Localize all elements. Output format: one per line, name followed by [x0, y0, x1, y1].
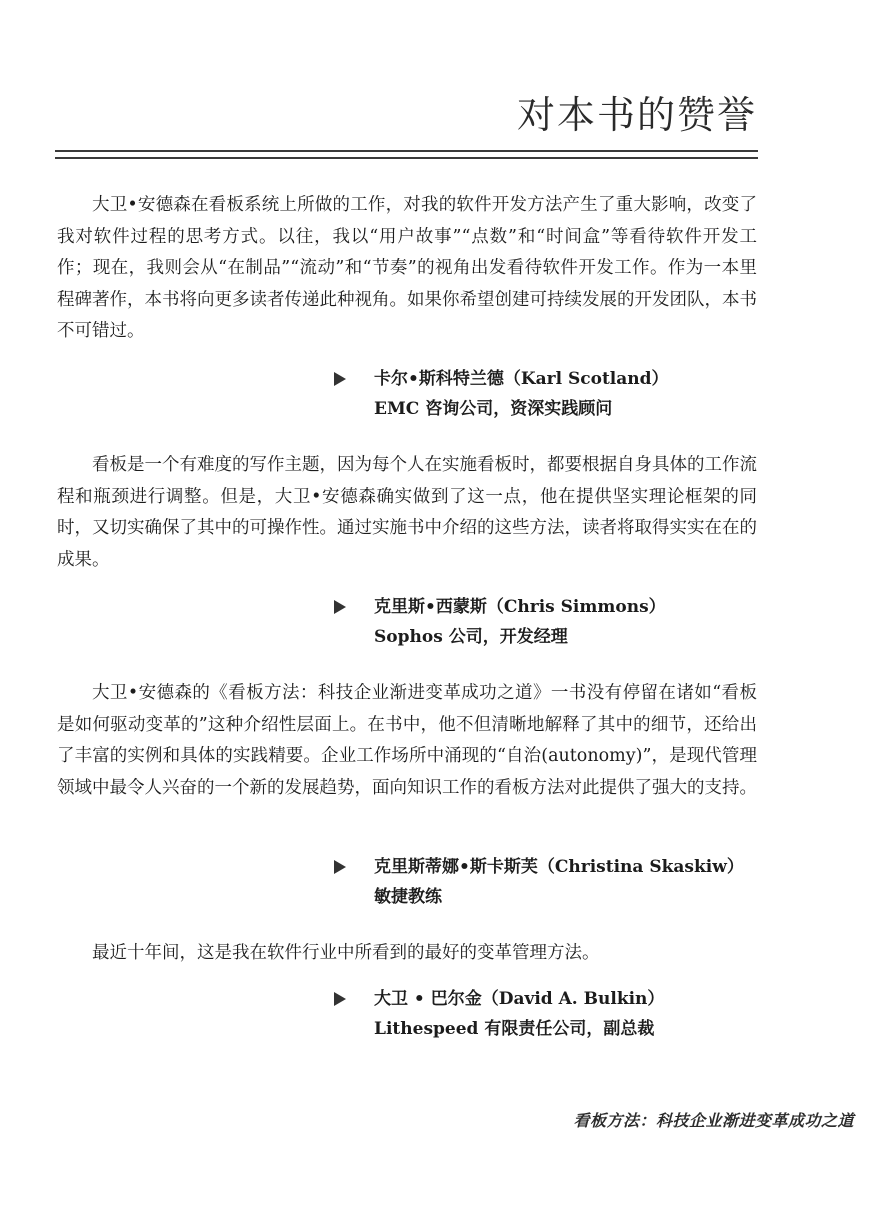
running-footer: 看板方法：科技企业渐进变革成功之道 [573, 1111, 854, 1130]
author-name: 克里斯•西蒙斯（Chris Simmons） [374, 597, 666, 617]
author-name: 大卫 • 巴尔金（David A. Bulkin） [374, 989, 665, 1009]
page-title: 对本书的赞誉 [516, 93, 757, 137]
testimonial-text-2: 看板是一个有难度的写作主题，因为每个人在实施看板时，都要根据自身具体的工作流程和瓶颈进行调整。但是，大卫•安德森确实做到了这一点，他在提供坚实理论框架的同时，又切实确保了其中的可操作性。通过实施书中介绍的这些方法，读者将取得实实在在的成果。 [57, 455, 757, 570]
author-title: EMC 咨询公司，资深实践顾问 [374, 399, 613, 419]
testimonial-text-4: 最近十年间，这是我在软件行业中所看到的最好的变革管理方法。 [92, 943, 600, 963]
triangle-bullet-icon [334, 372, 346, 386]
author-title: Sophos 公司，开发经理 [374, 627, 568, 647]
title-divider [55, 150, 758, 159]
testimonial-attribution-1 [334, 364, 774, 424]
author-title: Lithespeed 有限责任公司，副总裁 [374, 1019, 655, 1039]
testimonial-attribution-4 [334, 984, 774, 1044]
testimonial-text-3: 大卫•安德森的《看板方法：科技企业渐进变革成功之道》一书没有停留在诸如“看板是如何驱动变革的”这种介绍性层面上。在书中，他不但清晰地解释了其中的细节，还给出了丰富的实例和具体的实践精要。企业工作场所中涌现的“自治(autonomy)”，是现代管理领域中最令人兴奋的一个新的发展趋势，面向知识工作的看板方法对此提供了强大的支持。 [57, 683, 757, 798]
author-name: 卡尔•斯科特兰德（Karl Scotland） [374, 369, 669, 389]
testimonial-text-1: 大卫•安德森在看板系统上所做的工作，对我的软件开发方法产生了重大影响，改变了我对软件过程的思考方式。以往，我以“用户故事”“点数”和“时间盒”等看待软件开发工作；现在，我则会从“在制品”“流动”和“节奏”的视角出发看待软件开发工作。作为一本里程碑著作，本书将向更多读者传递此种视角。如果你希望创建可持续发展的开发团队，本书不可错过。 [57, 195, 757, 341]
testimonial-attribution-3 [334, 852, 774, 912]
testimonial-attribution-2 [334, 592, 774, 652]
author-title: 敏捷教练 [374, 887, 442, 907]
author-name: 克里斯蒂娜•斯卡斯芙（Christina Skaskiw） [374, 857, 744, 877]
triangle-bullet-icon [334, 600, 346, 614]
triangle-bullet-icon [334, 992, 346, 1006]
triangle-bullet-icon [334, 860, 346, 874]
